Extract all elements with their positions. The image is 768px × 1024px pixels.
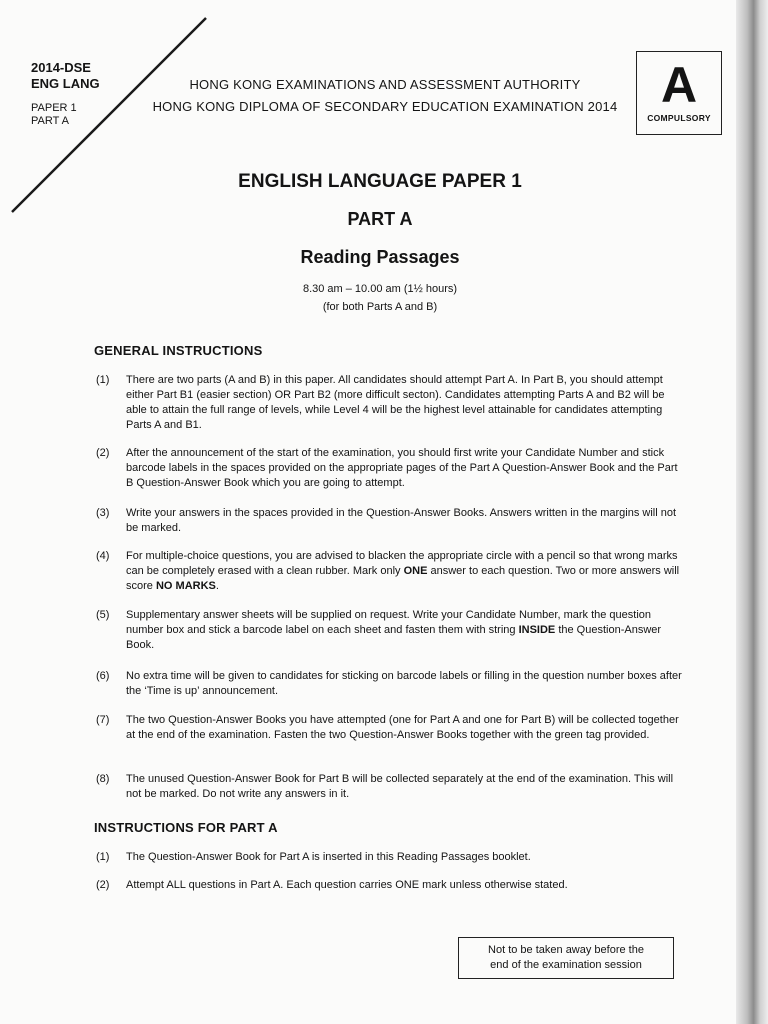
exam-name: HONG KONG DIPLOMA OF SECONDARY EDUCATION EXAMINATION 2014 bbox=[152, 99, 618, 114]
instruction-item bbox=[94, 713, 684, 743]
instruction-item bbox=[94, 446, 684, 491]
instruction-item bbox=[94, 549, 684, 594]
compulsory-label: COMPULSORY bbox=[647, 113, 711, 123]
paper-code-paper: PAPER 1 bbox=[31, 102, 77, 114]
part-a-instructions-heading: INSTRUCTIONS FOR PART A bbox=[94, 820, 278, 835]
instruction-number: (7) bbox=[96, 714, 110, 726]
exam-time: 8.30 am – 10.00 am (1½ hours) bbox=[302, 283, 458, 295]
instruction-number: (6) bbox=[96, 670, 110, 682]
instruction-item bbox=[94, 506, 684, 536]
instruction-text: The Question-Answer Book for Part A is inserted in this Reading Passages booklet. bbox=[126, 851, 531, 863]
booklet-spine bbox=[736, 0, 768, 1024]
title-block bbox=[150, 168, 610, 316]
section-letter: A bbox=[660, 57, 698, 113]
instruction-number: (5) bbox=[96, 609, 110, 621]
paper-code-block bbox=[31, 60, 100, 128]
instruction-text: Attempt ALL questions in Part A. Each question carries ONE mark unless otherwise stated. bbox=[126, 879, 568, 891]
paper-code-year: 2014-DSE bbox=[31, 60, 91, 75]
instruction-text: There are two parts (A and B) in this paper. All candidates should attempt Part A. In Part B, you should attempt either Part B1 (easier section) OR Part B2 (more difficult secton). Candidates attempting Parts A and B2 will be able to attain the full range of levels, while Level 4 will be the highest level attainable for candidates attempting Parts A and B1. bbox=[126, 374, 665, 431]
part-a-item bbox=[94, 878, 684, 893]
instruction-item bbox=[94, 373, 684, 433]
instruction-text: Supplementary answer sheets will be supplied on request. Write your Candidate Number, mark the question number box and stick a barcode label on each sheet and fasten them with string INSIDE the Question-Answer Book. bbox=[126, 609, 662, 651]
exam-time-scope: (for both Parts A and B) bbox=[322, 301, 438, 313]
paper-title: ENGLISH LANGUAGE PAPER 1 bbox=[238, 171, 522, 192]
instruction-text: No extra time will be given to candidates for sticking on barcode labels or filling in the question number boxes after the ‘Time is up’ announcement. bbox=[126, 670, 682, 697]
notice-line-2: end of the examination session bbox=[490, 959, 642, 971]
instruction-text: For multiple-choice questions, you are advised to blacken the appropriate circle with a pencil so that wrong marks can be completely erased with a clean rubber. Mark only ONE answer to each question. Two or more answers will score NO MARKS. bbox=[126, 550, 680, 592]
instruction-text: Write your answers in the spaces provided in the Question-Answer Books. Answers written in the margins will not be marked. bbox=[126, 507, 677, 534]
instruction-number: (1) bbox=[96, 374, 110, 386]
general-instructions-heading: GENERAL INSTRUCTIONS bbox=[94, 343, 263, 358]
instruction-number: (8) bbox=[96, 773, 110, 785]
compulsory-box bbox=[636, 51, 722, 135]
instruction-text: The two Question-Answer Books you have attempted (one for Part A and one for Part B) will be collected together at the end of the examination. Fasten the two Question-Answer Books together with the green tag provided. bbox=[126, 714, 679, 741]
instruction-number: (2) bbox=[96, 879, 110, 891]
instruction-item bbox=[94, 608, 684, 653]
instruction-number: (1) bbox=[96, 851, 110, 863]
instruction-number: (2) bbox=[96, 447, 110, 459]
notice-box bbox=[458, 937, 674, 979]
instruction-text: The unused Question-Answer Book for Part B will be collected separately at the end of the examination. This will not be marked. Do not write any answers in it. bbox=[126, 773, 674, 800]
instruction-number: (4) bbox=[96, 550, 110, 562]
authority-name: HONG KONG EXAMINATIONS AND ASSESSMENT AUTHORITY bbox=[189, 77, 581, 92]
part-a-item bbox=[94, 850, 684, 865]
instruction-text: After the announcement of the start of the examination, you should first write your Candidate Number and stick barcode labels in the spaces provided on the appropriate pages of the Part A Question-Answer Book and the Part B Question-Answer Book which you are going to attempt. bbox=[126, 447, 678, 489]
instruction-item bbox=[94, 669, 684, 699]
part-title: PART A bbox=[347, 209, 413, 229]
instruction-number: (3) bbox=[96, 507, 110, 519]
authority-header bbox=[140, 74, 630, 118]
paper-code-subject: ENG LANG bbox=[31, 76, 100, 91]
booklet-title: Reading Passages bbox=[300, 247, 460, 267]
notice-line-1: Not to be taken away before the bbox=[488, 944, 644, 956]
instruction-item bbox=[94, 772, 684, 802]
paper-code-part: PART A bbox=[31, 115, 69, 127]
